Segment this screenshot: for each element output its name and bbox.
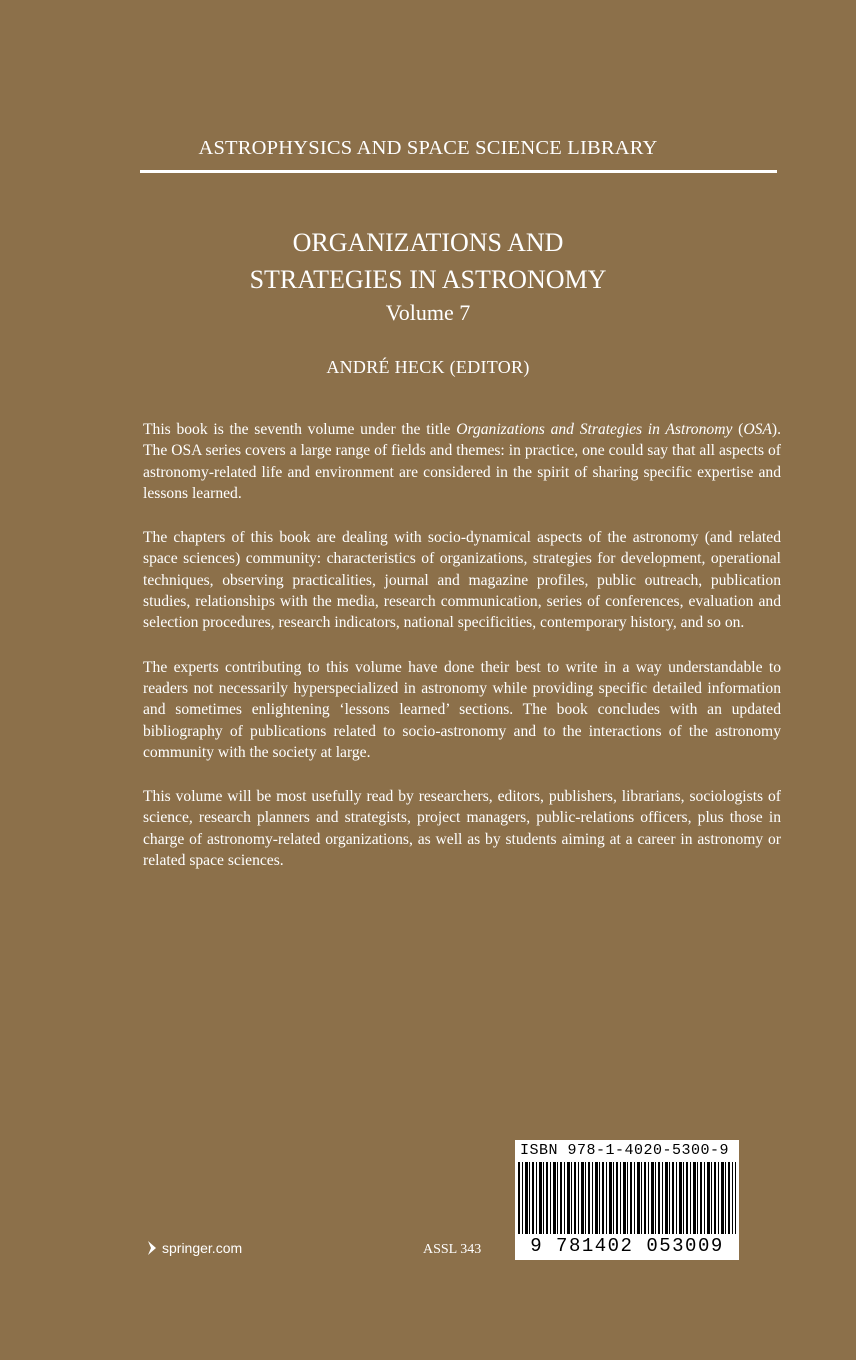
- publisher-url: springer.com: [162, 1240, 243, 1256]
- series-title: ASTROPHYSICS AND SPACE SCIENCE LIBRARY: [198, 137, 658, 159]
- blurb-paragraph-2: The chapters of this book are dealing with socio-dynamical aspects of the astronomy (and related space sciences) community: characteristics of organizations, strategies for development, operational techniques, observing practicalities, journal and magazine profiles, public outreach, publication studies, relationships with the media, research communication, series of conferences, evaluation and selection procedures, research indicators, national specificities, contemporary history, and so on.: [143, 529, 781, 632]
- blurb-paragraph-3: The experts contributing to this volume have done their best to write in a way understandable to readers not necessarily hyperspecialized in astronomy while providing specific detailed information and sometimes enlightening ‘lessons learned’ sections. The book concludes with an updated bibliography of publications related to socio-astronomy and to the interactions of the astronomy community with the society at large.: [143, 658, 781, 761]
- blurb: [143, 419, 781, 894]
- barcode-digits: 9 781402 053009: [518, 1234, 736, 1258]
- header-rule: [140, 170, 777, 173]
- book-title-line-2: STRATEGIES IN ASTRONOMY: [249, 265, 607, 294]
- osa-italic: OSA: [743, 421, 772, 438]
- series-number: ASSL 343: [423, 1242, 482, 1257]
- volume-label: Volume 7: [385, 300, 471, 325]
- blurb-paragraph-1: This book is the seventh volume under the title Organizations and Strategies in Astronomy (OSA). The OSA series covers a large range of fields and themes: in practice, one could say that all aspects of astronomy-related life and environment are considered in the spirit of sharing specific expertise and lessons learned.: [143, 421, 782, 502]
- book-title-line-1: ORGANIZATIONS AND: [292, 228, 564, 257]
- chevron-right-icon: [146, 1240, 158, 1256]
- blurb-paragraph-4: This volume will be most usefully read by researchers, editors, publishers, librarians, sociologists of science, research planners and strategists, project managers, public-relations officers, plus those in charge of astronomy-related organizations, as well as by students aiming at a career in astronomy or related space sciences.: [143, 788, 781, 870]
- editor-name: ANDRÉ HECK (EDITOR): [326, 357, 530, 377]
- isbn-text: ISBN 978-1-4020-5300-9: [520, 1142, 730, 1159]
- barcode-bars: [518, 1162, 736, 1236]
- series-name-italic: Organizations and Strategies in Astronomy: [456, 421, 733, 438]
- publisher-link[interactable]: [146, 1240, 242, 1256]
- barcode: [518, 1162, 736, 1258]
- isbn-barcode: [515, 1140, 739, 1260]
- book-title: [0, 224, 856, 298]
